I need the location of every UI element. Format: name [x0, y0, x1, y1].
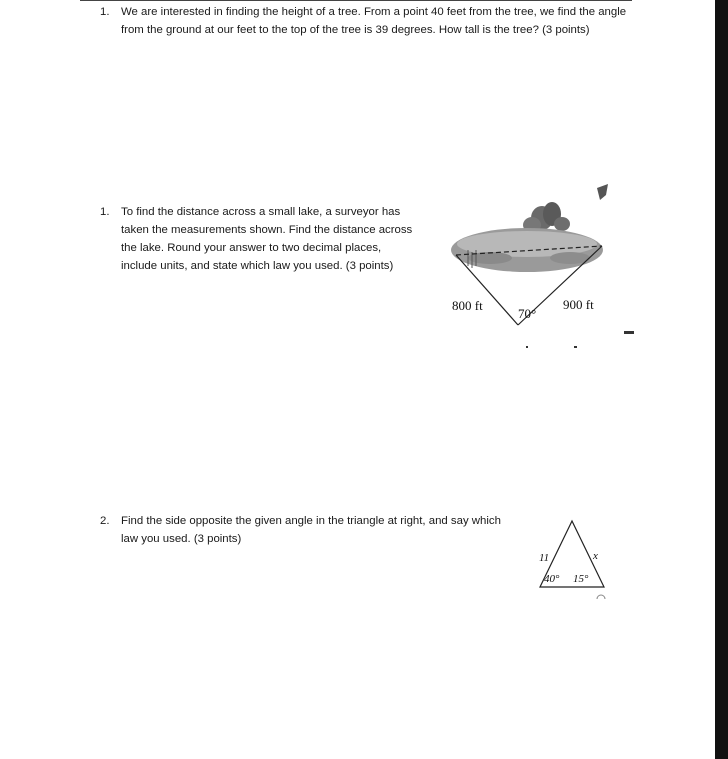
question-text: We are interested in finding the height of a tree. From a point 40 feet from the tree, we find the angle from the ground at our feet to the top of the tree is 39 degrees. How tall is the tree? (3 points) [121, 6, 627, 36]
label-angle-15: 15° [573, 573, 589, 585]
label-angle-70: 70° [518, 306, 537, 321]
label-side-x: x [593, 550, 598, 562]
question-number: 2. [100, 515, 110, 527]
question-number: 1. [100, 206, 110, 218]
question-number: 1. [100, 6, 110, 18]
question-text: Find the side opposite the given angle in the triangle at right, and say which law you used. (3 points) [121, 515, 501, 545]
window-edge [715, 0, 728, 759]
label-900-ft: 900 ft [563, 297, 594, 312]
lake-figure [440, 180, 630, 355]
top-rule [80, 0, 632, 1]
cursor-arc-icon [597, 595, 605, 599]
label-800-ft: 800 ft [452, 298, 483, 313]
question-text: To find the distance across a small lake, a surveyor has taken the measurements shown. Find the distance across the lake. Round your answer to two decimal places, include units, and state which law you used. (3 points) [121, 206, 413, 272]
label-side-11: 11 [539, 552, 550, 564]
triangle-figure [535, 515, 615, 605]
marker-icon [597, 184, 608, 200]
margin-mark [624, 331, 634, 334]
label-angle-40: 40° [544, 573, 560, 585]
